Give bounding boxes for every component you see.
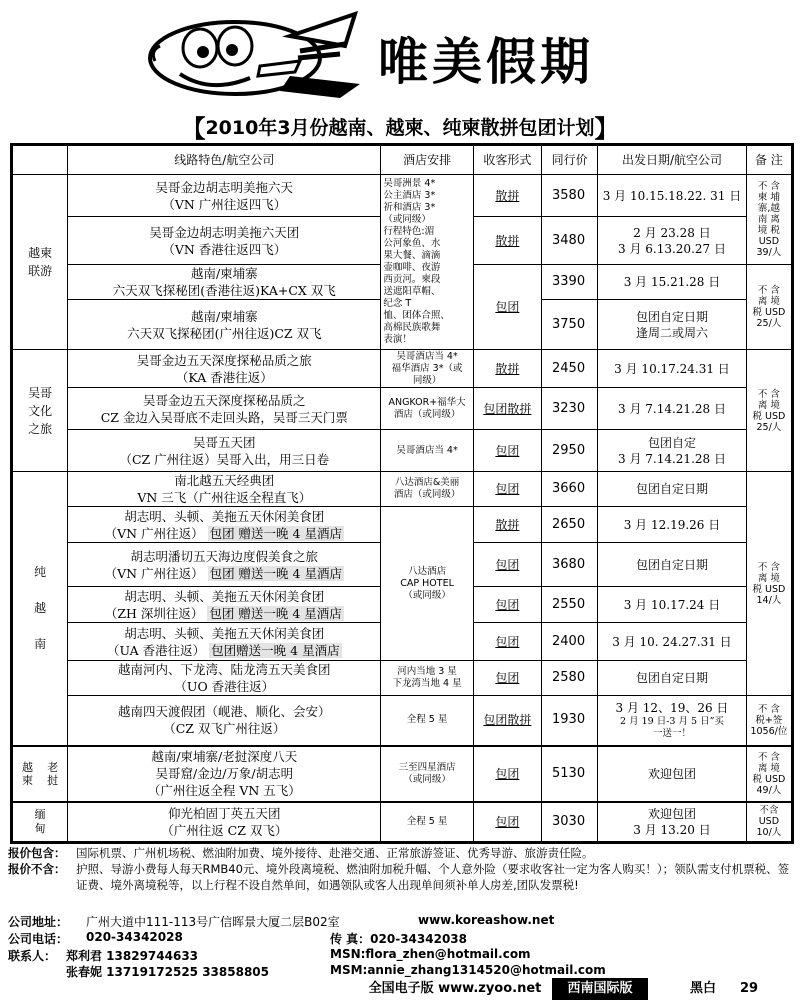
price-cell: 3580 [542,175,598,217]
route-cell: 仰光柏固丁英五天团 （广州往返 CZ 双飞） [68,802,381,842]
phone-label: 公司电话： [8,932,69,946]
form-cell: 包团 [473,472,541,507]
dates-cell: 3 月 10.15.18.22. 31 日 [598,175,747,217]
brand-title: 唯美假期 [378,33,594,91]
region-chunyue: 纯 越 南 [13,472,68,746]
dates-cell: 2 月 23.28 日 3 月 6.13.20.27 日 [598,217,747,265]
dates-cell: 3 月 10.17.24 日 [598,587,747,623]
hotel-cell: 吴哥酒店当 4* 福华酒店 3*（或 同级） [381,350,473,388]
price-cell: 2550 [542,587,598,623]
dates-cell: 3 月 7.14.21.28 日 [598,388,747,430]
form-cell: 散拼 [473,175,541,217]
bracket-right: 】 [594,114,619,143]
route-cell: 吴哥金边五天深度探秘品质之 CZ 金边入吴哥底不走回头路，吴哥三天门票 [68,388,381,430]
region-wuge: 吴哥 文化 之旅 [13,350,68,472]
price-cell: 3030 [542,802,598,842]
form-cell: 包团 [473,543,541,587]
price-cell: 2400 [542,623,598,661]
route-cell: 胡志明、头顿、美拖五天休闲美食团 （UA 香港往返） 包团赠送一晚 4 星酒店 [68,623,381,661]
route-cell: 越南四天渡假团（岘港、顺化、会安） （CZ 双飞广州往返） [68,696,381,746]
form-cell: 包团 [473,623,541,661]
header-form: 收客形式 [473,146,541,175]
hotel-cell: 全程 5 星 [381,696,473,746]
page-number: 29 [740,981,759,996]
table-row [13,696,792,746]
hotel-cell: 河内当地 3 星 下龙湾当地 4 星 [381,661,473,696]
notes-cell: 不 含 柬 埔 寨,越 南 离 境 税 USD 39/人 [746,175,791,265]
route-cell: 越南/柬埔寨/老挝深度八天 吴哥窟/金边/万象/胡志明 （广州往返全程 VN 五飞） [68,746,381,802]
dates-cell: 包团自定日期 [598,472,747,507]
route-cell: 吴哥金边胡志明美拖六天 （VN 广州往返四飞） [68,175,381,217]
form-cell: 包团 [473,661,541,696]
contact-2: 张春妮 13719172525 33858805 [66,965,269,979]
hotel-cell: 三至四星酒店 （或同级） [381,746,473,802]
address-label: 公司地址： [8,915,69,929]
price-cell: 3750 [542,300,598,350]
table-row [13,802,792,842]
route-cell: 胡志明、头顿、美拖五天休闲美食团 （VN 广州往返） 包团 赠送一晚 4 星酒店 [68,507,381,543]
form-cell: 散拼 [473,217,541,265]
price-cell: 2450 [542,350,598,388]
form-cell: 包团 [473,746,541,802]
include-text: 国际机票、广州机场税、燃油附加费、境外接待、赴港交通、正常旅游签证、优秀导游、旅游责任险。 [76,846,594,860]
header-notes: 备 注 [746,146,791,175]
tour-table [10,143,794,844]
hotel-cell: ANGKOR+福华大 酒店（或同级） [381,388,473,430]
header-hotel: 酒店安排 [381,146,473,175]
msn-1: MSN:flora_zhen@hotmail.com [330,947,531,961]
form-cell: 包团 [473,802,541,842]
route-cell: 越南/柬埔寨 六天双飞探秘团(香港往返)KA+CX 双飞 [68,265,381,300]
edition-label: 全国电子版 www.zyoo.net [368,981,542,996]
hotel-cell: 吴哥酒店当 4* [381,430,473,472]
dates-cell: 包团自定 3 月 7.14.21.28 日 [598,430,747,472]
hotel-cell: 八达酒店&美丽 酒店（或同级） [381,472,473,507]
table-row [13,430,792,472]
include-line [8,845,793,861]
hotel-cell: 八达酒店 CAP HOTEL （或同级） [381,507,473,661]
footer [8,845,793,893]
form-cell: 散拼 [473,350,541,388]
dates-cell: 欢迎包团 3 月 13.20 日 [598,802,747,842]
header-price: 同行价 [542,146,598,175]
region-laowo: 越 柬 老 挝 [13,746,68,802]
table-row [13,350,792,388]
form-cell: 包团散拼 [473,696,541,746]
form-cell: 包团 [473,265,541,350]
bottom-bar [360,978,800,1000]
table-row [13,746,792,802]
contact-1: 郑利君 13829744633 [66,949,199,963]
dates-cell: 3 月 10. 24.27.31 日 [598,623,747,661]
route-cell: 南北越五天经典团 VN 三飞（广州往返全程直飞） [68,472,381,507]
price-cell: 3390 [542,265,598,300]
form-cell: 包团 [473,430,541,472]
price-cell: 3480 [542,217,598,265]
table-row [13,472,792,507]
dates-cell: 3 月 10.17.24.31 日 [598,350,747,388]
form-cell: 散拼 [473,507,541,543]
hotel-cell: 吴哥洲景 4* 公主酒店 3* 祈和酒店 3* （或同级） 行程特色:湄 公河象鱼、水 果大餐、滴滴 壶咖啡、夜游 西贡河。柬段 送遮阳草帽、 纪念 T 恤、团体合照、 高棉民族歌舞 表演！ [381,175,473,350]
notes-cell: 不 含 税+签 1056/位 [746,696,791,746]
table-row [13,175,792,217]
notes-cell: 不 含 离 境 税 USD 25/人 [746,350,791,472]
dates-cell: 3 月 12、19、26 日 2 月 19 日-3 月 5 日”买 一送一！ [598,696,747,746]
include-label: 报价包含： [8,846,66,860]
notes-cell: 不含 USD 10/人 [746,802,791,842]
dates-cell: 欢迎包团 [598,746,747,802]
route-cell: 胡志明、头顿、美拖五天休闲美食团 （ZH 深圳往返） 包团 赠送一晚 4 星酒店 [68,587,381,623]
phone: 020-34342028 [86,930,183,944]
contact-label: 联系人： [8,949,57,963]
route-cell: 吴哥金边五天深度探秘品质之旅 （KA 香港往返） [68,350,381,388]
dates-cell: 包团自定日期 [598,543,747,587]
route-cell: 越南/柬埔寨 六天双飞探秘团(广州往返)CZ 双飞 [68,300,381,350]
route-cell: 胡志明潘切五天海边度假美食之旅 （VN 广州往返） 包团 赠送一晚 4 星酒店 [68,543,381,587]
airplane-mascot-icon [140,6,370,106]
price-cell: 5130 [542,746,598,802]
table-row [13,388,792,430]
header-route: 线路特色/航空公司 [68,146,381,175]
price-cell: 3230 [542,388,598,430]
address: 广州大道中111-113号广信晖景大厦二层B02室 [86,915,340,929]
price-cell: 1930 [542,696,598,746]
region-yuejian: 越柬 联游 [13,175,68,350]
section-badge: 西南国际版 [552,978,648,1000]
exclude-label: 报价不含： [8,862,66,876]
price-cell: 3660 [542,472,598,507]
page-title [85,112,715,143]
notes-cell: 不 含 离 境 税 USD 14/人 [746,472,791,696]
dates-cell: 3 月 12.19.26 日 [598,507,747,543]
color-label: 黑白 [690,981,717,996]
region-miandian: 缅 甸 [13,802,68,842]
dates-cell: 3 月 15.21.28 日 [598,265,747,300]
price-cell: 2650 [542,507,598,543]
msn-2: MSM:annie_zhang1314520@hotmail.com [330,963,606,977]
notes-cell: 不 含 离 境 税 USD 25/人 [746,265,791,350]
table-row [13,661,792,696]
price-cell: 3680 [542,543,598,587]
fax: 传 真：020-34342038 [330,932,468,946]
dates-cell: 包团自定日期 [598,661,747,696]
exclude-line [8,861,793,893]
exclude-text: 护照、导游小费每人每天RMB40元、境外段离境税、燃油附加税升幅、个人意外险（要求收客社一定为客人购买！）；领队需支付机票税、签证费、境外离境税等，以上行程不设自然单间，如遇领队或客人出现单间须补单人房差,团队发票税! [76,862,790,892]
dates-cell: 包团自定日期 逢周二或周六 [598,300,747,350]
website: www.koreashow.net [418,913,555,927]
header-dates: 出发日期/航空公司 [598,146,747,175]
price-cell: 2580 [542,661,598,696]
notes-cell: 不 含 离 境 税 USD 49/人 [746,746,791,802]
route-cell: 吴哥金边胡志明美拖六天团 （VN 香港往返四飞） [68,217,381,265]
bracket-left: 【 [181,114,206,143]
header-blank [13,146,68,175]
form-cell: 包团 [473,587,541,623]
form-cell: 包团散拼 [473,388,541,430]
route-cell: 吴哥五天团 （CZ 广州往返）吴哥入出，用三日卷 [68,430,381,472]
price-cell: 2950 [542,430,598,472]
route-cell: 越南河内、下龙湾、陆龙湾五天美食团 （UO 香港往返） [68,661,381,696]
header [0,0,800,110]
title-text: 2010年3月份越南、越柬、纯柬散拼包团计划 [205,116,595,139]
hotel-cell: 全程 5 星 [381,802,473,842]
table-row [13,507,792,543]
